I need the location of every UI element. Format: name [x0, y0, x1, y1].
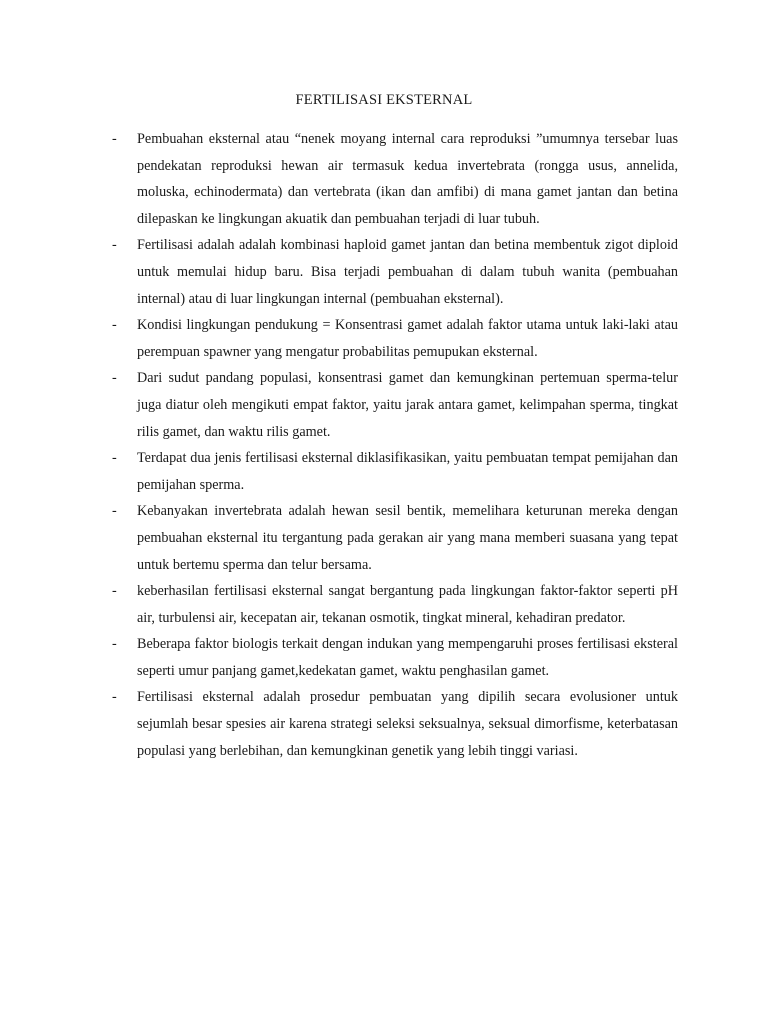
bullet-dash: - — [112, 636, 117, 653]
document-title: FERTILISASI EKSTERNAL — [295, 92, 473, 108]
list-item-text: Fertilisasi adalah adalah kombinasi haploid gamet jantan dan betina membentuk zigot diploid untuk memulai hidup baru. Bisa terjadi pembuahan di dalam tubuh wanita (pembuahan internal) atau di luar lingkungan internal (pembuahan eksternal). — [137, 237, 678, 307]
list-item — [112, 445, 678, 498]
bullet-dash: - — [112, 689, 117, 706]
list-item — [112, 365, 678, 445]
list-item-text: Terdapat dua jenis fertilisasi eksternal diklasifikasikan, yaitu pembuatan tempat pemijahan dan pemijahan sperma. — [137, 450, 678, 493]
bullet-list — [112, 126, 678, 764]
bullet-dash: - — [112, 503, 117, 520]
bullet-dash: - — [112, 237, 117, 254]
list-item — [112, 126, 678, 232]
bullet-dash: - — [112, 583, 117, 600]
bullet-dash: - — [112, 450, 117, 467]
list-item-text: Beberapa faktor biologis terkait dengan indukan yang mempengaruhi proses fertilisasi eksteral seperti umur panjang gamet,kedekatan gamet, waktu penghasilan gamet. — [137, 636, 678, 679]
list-item-text: keberhasilan fertilisasi eksternal sangat bergantung pada lingkungan faktor-faktor seperti pH air, turbulensi air, kecepatan air, tekanan osmotik, tingkat mineral, kehadiran predator. — [137, 583, 678, 626]
bullet-dash: - — [112, 317, 117, 334]
list-item-text: Kondisi lingkungan pendukung = Konsentrasi gamet adalah faktor utama untuk laki-laki atau perempuan spawner yang mengatur probabilitas pemupukan eksternal. — [137, 317, 678, 360]
list-item — [112, 684, 678, 764]
list-item-text: Dari sudut pandang populasi, konsentrasi gamet dan kemungkinan pertemuan sperma-telur juga diatur oleh mengikuti empat faktor, yaitu jarak antara gamet, kelimpahan sperma, tingkat rilis gamet, dan waktu rilis gamet. — [137, 370, 678, 440]
list-item-text: Kebanyakan invertebrata adalah hewan sesil bentik, memelihara keturunan mereka dengan pembuahan eksternal itu tergantung pada gerakan air yang mana memberi suasana yang tepat untuk bertemu sperma dan telur bersama. — [137, 503, 678, 573]
list-item — [112, 578, 678, 631]
list-item — [112, 312, 678, 365]
bullet-dash: - — [112, 131, 117, 147]
list-item — [112, 631, 678, 684]
list-item-text: Fertilisasi eksternal adalah prosedur pembuatan yang dipilih secara evolusioner untuk sejumlah besar spesies air karena strategi seleksi seksualnya, seksual dimorfisme, keterbatasan populasi yang berlebihan, dan kemungkinan genetik yang lebih tinggi variasi. — [137, 689, 678, 759]
bullet-dash: - — [112, 370, 117, 387]
list-item — [112, 232, 678, 312]
list-item-text: Pembuahan eksternal atau “nenek moyang internal cara reproduksi ”umumnya tersebar luas pendekatan reproduksi hewan air termasuk kedua invertebrata (rongga usus, annelida, moluska, echinodermata) dan vertebrata (ikan dan amfibi) di mana gamet jantan dan betina dilepaskan ke lingkungan akuatik dan pembuahan terjadi di luar tubuh. — [137, 131, 678, 227]
list-item — [112, 498, 678, 578]
